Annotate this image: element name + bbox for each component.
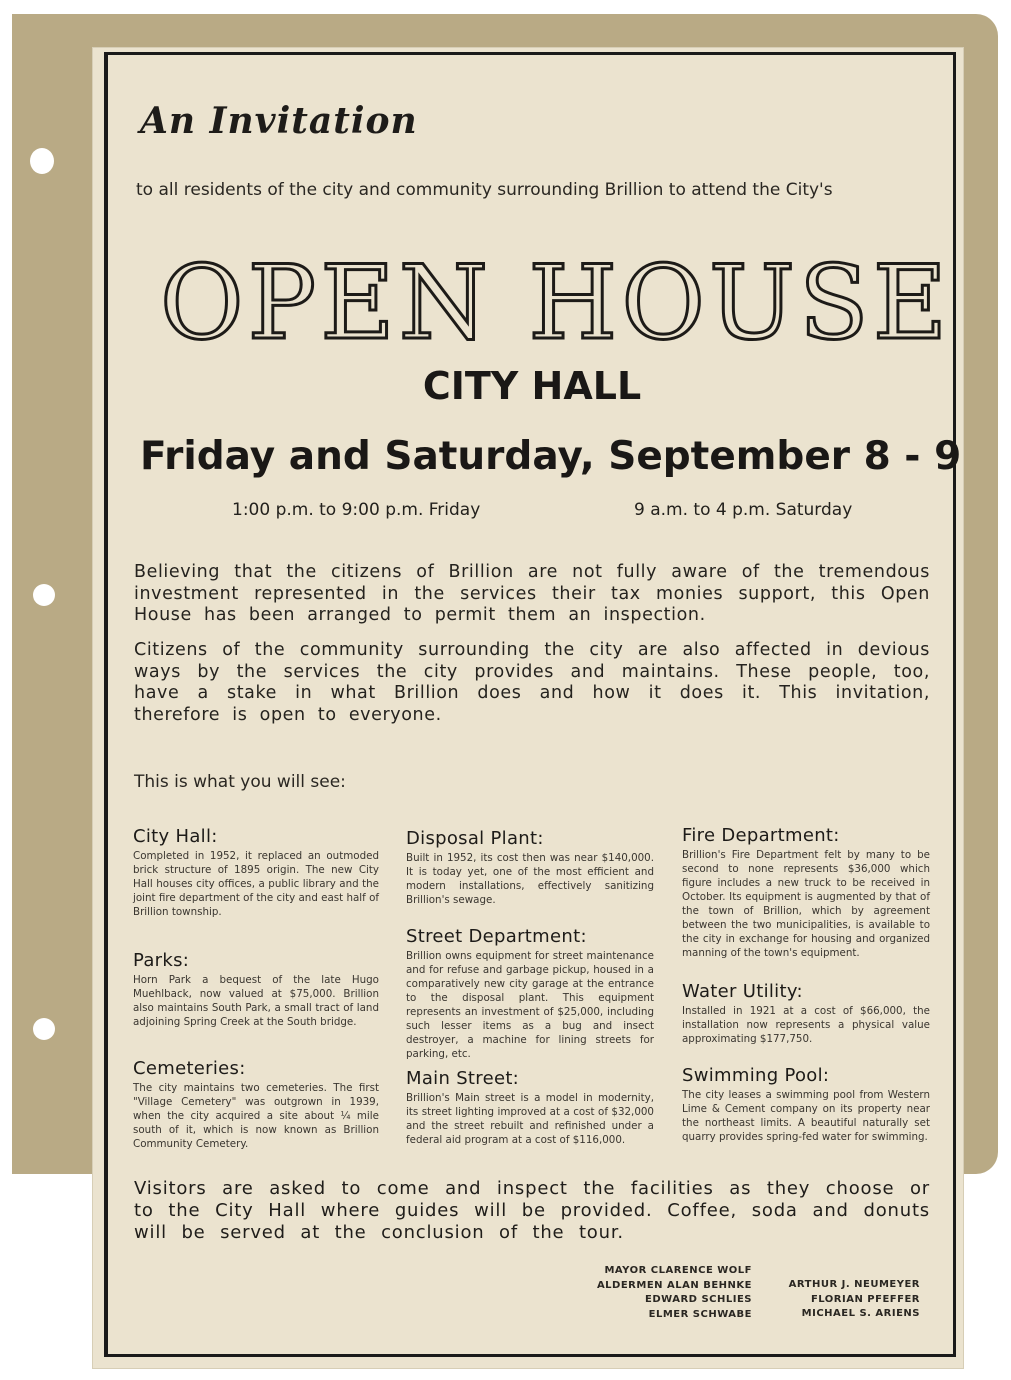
paragraph-investment: Believing that the citizens of Brillion are not fully aware of the tremendous investment represented in the services their tax monies support, this Open House has been arranged to permit them an inspection. bbox=[134, 562, 930, 625]
section-disposal-plant bbox=[406, 828, 654, 907]
friday-hours: 1:00 p.m. to 9:00 p.m. Friday bbox=[232, 500, 481, 520]
signatures-right bbox=[780, 1278, 920, 1322]
binder-hole bbox=[30, 148, 54, 174]
section-swimming-pool bbox=[682, 1065, 930, 1144]
section-title: City Hall: bbox=[133, 826, 218, 847]
signature-name: MAYOR CLARENCE WOLF bbox=[604, 1265, 752, 1276]
signature-name: ALDERMEN ALAN BEHNKE bbox=[596, 1279, 752, 1291]
section-title: Parks: bbox=[133, 950, 190, 971]
section-body: Installed in 1921 at a cost of $66,000, the installation now represents a physical value approximating $177,750. bbox=[682, 1005, 930, 1045]
section-body: The city maintains two cemeteries. The first "Village Cemetery" was outgrown in 1939, when the city acquired a site about ¼ mile south of it, which is now known as Brillion Community Cemetery. bbox=[133, 1082, 379, 1150]
signature-name: ELMER SCHWABE bbox=[648, 1308, 752, 1320]
invitation-heading: An Invitation bbox=[140, 100, 418, 142]
venue-title: CITY HALL bbox=[422, 364, 642, 408]
section-body: The city leases a swimming pool from Western Lime & Cement company on its property near the northeast limits. A beautiful naturally set quarry provides spring-fed water for swimming. bbox=[682, 1089, 930, 1143]
section-water-utility bbox=[682, 981, 930, 1046]
binder-hole bbox=[33, 584, 55, 606]
binder-hole bbox=[33, 1018, 55, 1040]
section-title: Fire Department: bbox=[682, 825, 840, 846]
section-title: Cemeteries: bbox=[133, 1058, 246, 1079]
section-cemeteries bbox=[133, 1058, 379, 1151]
open-house-banner: OPEN HOUSE bbox=[160, 244, 952, 363]
section-title: Disposal Plant: bbox=[406, 828, 544, 849]
signatures-left bbox=[560, 1264, 752, 1322]
see-heading: This is what you will see: bbox=[134, 772, 346, 792]
section-title: Swimming Pool: bbox=[682, 1065, 830, 1086]
saturday-hours: 9 a.m. to 4 p.m. Saturday bbox=[634, 500, 853, 520]
section-body: Brillion's Fire Department felt by many to be second to none represents $36,000 which figure includes a new truck to be received in October. Its equipment is augmented by that of the town of Brillion, which by agreement between the two municipalities, is available to the city in exchange for housing and organized manning of the town's equipment. bbox=[682, 849, 930, 959]
section-body: Brillion's Main street is a model in modernity, its street lighting improved at a cost of $32,000 and the street rebuilt and refinished under a federal aid program at a cost of $116,000. bbox=[406, 1092, 654, 1146]
closing-paragraph: Visitors are asked to come and inspect the facilities as they choose or to the City Hall where guides will be provided. Coffee, soda and donuts will be served at the conclusion of the tour. bbox=[134, 1178, 930, 1243]
section-title: Water Utility: bbox=[682, 981, 803, 1002]
section-title: Main Street: bbox=[406, 1068, 520, 1089]
signature-name: ARTHUR J. NEUMEYER bbox=[788, 1279, 920, 1290]
section-body: Built in 1952, its cost then was near $140,000. It is today yet, one of the most efficient and modern installations, effectively sanitizing Brillion's sewage. bbox=[406, 852, 654, 906]
section-body: Brillion owns equipment for street maintenance and for refuse and garbage pickup, housed in a comparatively new city garage at the entrance to the disposal plant. This equipment represents an investment of $25,000, including such lesser items as a bug and insect destroyer, a machine for lining streets for parking, etc. bbox=[406, 950, 654, 1060]
section-main-street bbox=[406, 1068, 654, 1147]
section-city-hall bbox=[133, 826, 379, 919]
section-fire-department bbox=[682, 825, 930, 960]
section-body: Horn Park a bequest of the late Hugo Muehlback, now valued at $75,000. Brillion also maintains South Park, a small tract of land adjoining Spring Creek at the South bridge. bbox=[133, 974, 379, 1028]
signature-name: MICHAEL S. ARIENS bbox=[801, 1308, 920, 1319]
section-street-department bbox=[406, 926, 654, 1061]
signature-name: FLORIAN PFEFFER bbox=[810, 1293, 920, 1305]
section-title: Street Department: bbox=[406, 926, 587, 947]
section-body: Completed in 1952, it replaced an outmoded brick structure of 1895 origin. The new City Hall houses city offices, a public library and the joint fire department of the city and east half of Brillion township. bbox=[133, 850, 379, 918]
event-dates: Friday and Saturday, September 8 - 9 bbox=[140, 434, 962, 479]
intro-line: to all residents of the city and community surrounding Brillion to attend the City's bbox=[136, 180, 833, 200]
signature-name: EDWARD SCHLIES bbox=[645, 1294, 752, 1305]
section-parks bbox=[133, 950, 379, 1029]
paragraph-community: Citizens of the community surrounding the city are also affected in devious ways by the services the city provides and maintains. These people, too, have a stake in what Brillion does and how it does it. This invitation, therefore is open to everyone. bbox=[134, 640, 930, 725]
